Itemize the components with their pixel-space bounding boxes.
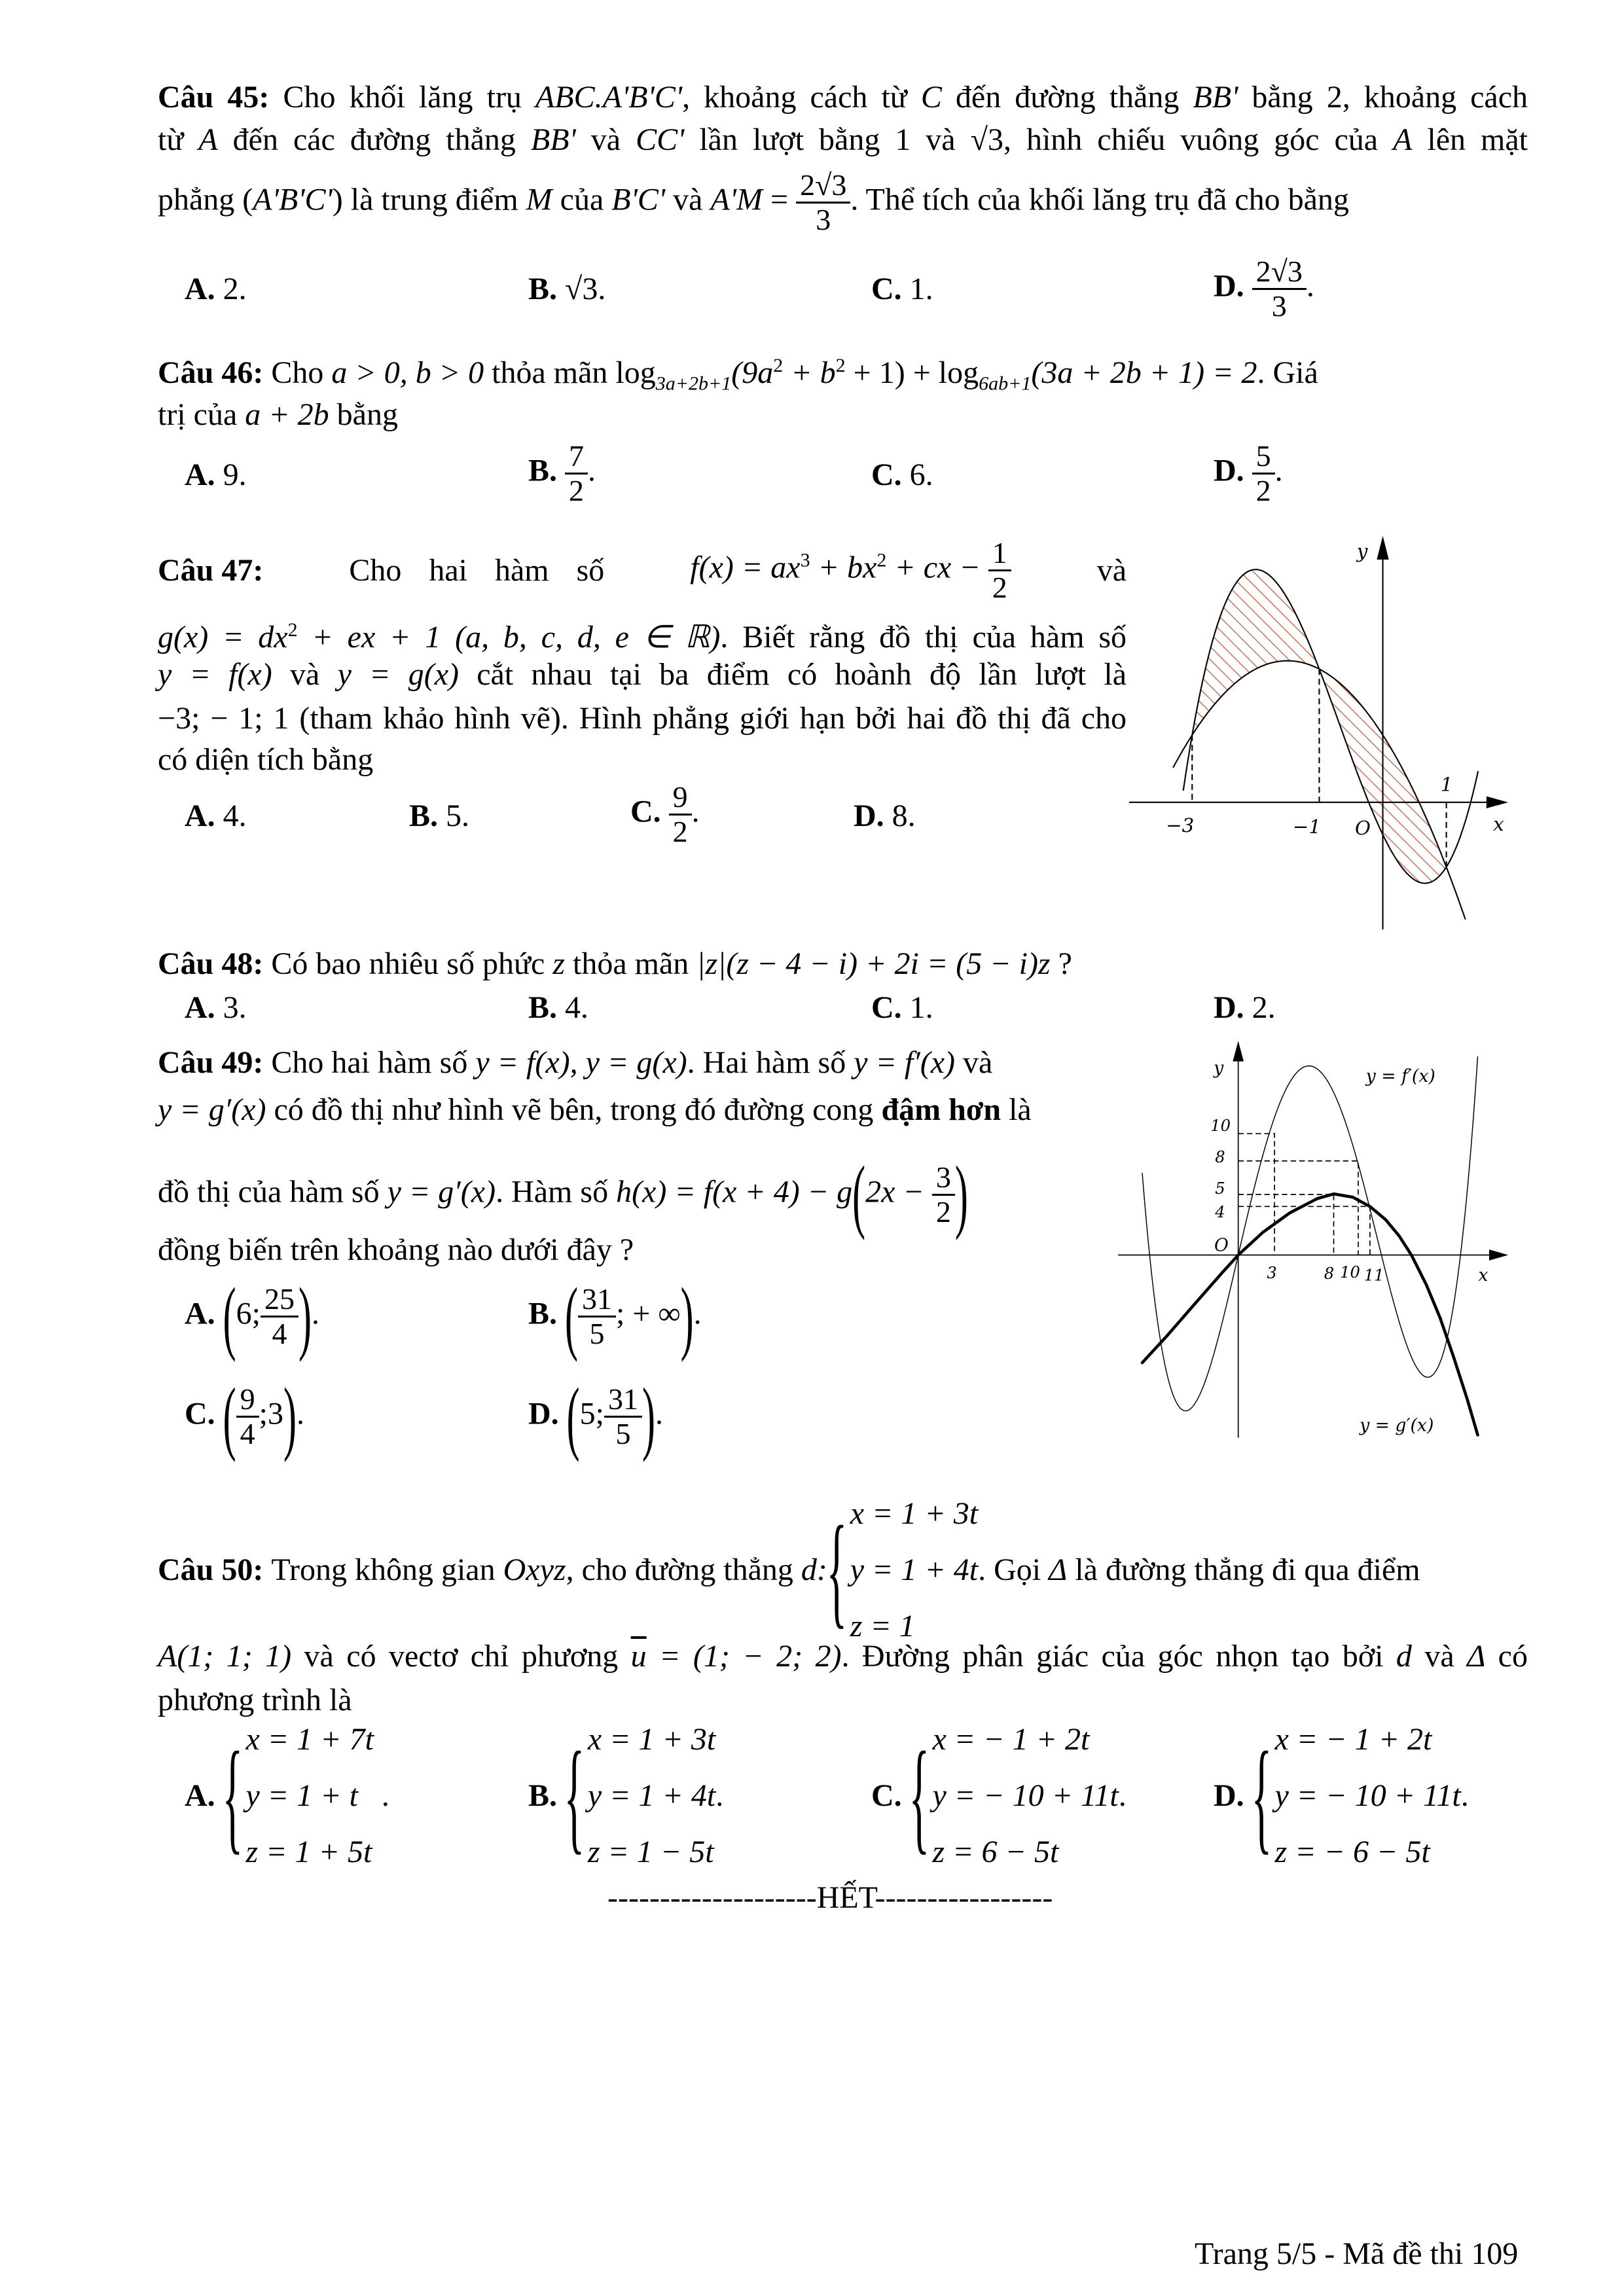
q50-option-d[interactable]: D. { x = − 1 + 2t y = − 10 + 11t z = − 6 − 5t . xyxy=(1214,1712,1469,1880)
math: Δ xyxy=(1049,1552,1068,1587)
option-letter: B. xyxy=(528,272,558,306)
line-d-system: { x = 1 + 3t y = 1 + 4t z = 1 xyxy=(827,1486,978,1655)
q45-label: Câu 45: xyxy=(158,80,270,115)
text: là xyxy=(1001,1092,1032,1127)
text: lần lượt bằng 1 và xyxy=(684,122,971,157)
numerator: 7 xyxy=(565,440,588,475)
math: A'B'C' xyxy=(253,182,333,217)
text: của xyxy=(552,182,612,217)
q50-line1 xyxy=(158,1486,1528,1655)
equation: y = 1 + 4t xyxy=(587,1778,716,1813)
q47-graph xyxy=(1113,524,1538,929)
text: lên mặt xyxy=(1412,122,1528,157)
text: Cho khối lăng trụ xyxy=(283,80,535,115)
text: Cho hai hàm số xyxy=(271,1045,476,1080)
option-letter: B. xyxy=(528,453,558,488)
fraction xyxy=(988,537,1011,604)
text: Cho xyxy=(271,355,332,390)
q48-label: Câu 48: xyxy=(158,946,264,981)
curve-g-prime xyxy=(1142,1194,1478,1435)
curve-f-prime xyxy=(1142,1056,1478,1411)
math: ; + ∞ xyxy=(616,1296,681,1331)
denominator: 3 xyxy=(816,203,831,236)
q47-line3 xyxy=(158,655,1127,694)
q45-option-b[interactable] xyxy=(528,270,605,309)
math: z xyxy=(552,946,565,981)
text: có xyxy=(1485,1639,1528,1674)
q45-line3 xyxy=(158,169,1349,236)
math: y = g′(x) xyxy=(387,1174,496,1210)
q46-line1 xyxy=(158,346,1528,395)
option-value: 2. xyxy=(1252,990,1276,1025)
equation: z = 1 + 5t xyxy=(245,1835,372,1869)
math: ABC.A'B'C' xyxy=(535,80,683,115)
math: y = f(x), y = g(x) xyxy=(475,1045,687,1080)
x-axis-label: x xyxy=(1493,812,1504,835)
q47-option-a[interactable] xyxy=(185,797,247,836)
math: 2 xyxy=(287,619,298,641)
math: M xyxy=(526,182,552,217)
text: ) là trung điểm xyxy=(332,182,526,217)
option-value: 6. xyxy=(909,457,933,492)
text: . xyxy=(715,1778,724,1813)
text: ? xyxy=(1050,946,1072,981)
option-letter: A. xyxy=(185,798,215,833)
math: 6; xyxy=(236,1296,261,1331)
text: . xyxy=(691,794,700,829)
q49-line4: đồng biến trên khoảng nào dưới đây ? xyxy=(158,1232,634,1267)
math: A'M xyxy=(710,182,763,217)
math: (9a xyxy=(731,355,774,390)
option-letter: B. xyxy=(528,990,558,1025)
option-letter: D. xyxy=(854,798,884,833)
q47-option-b[interactable] xyxy=(409,797,469,836)
option-value: √3. xyxy=(565,272,606,306)
math: √3 xyxy=(970,122,1003,157)
text: . Biết rằng đồ thị của hàm số xyxy=(720,620,1127,655)
numerator: 3 xyxy=(932,1161,955,1196)
q45-option-a[interactable] xyxy=(185,270,247,309)
q47-option-c[interactable] xyxy=(630,781,700,848)
option-letter: B. xyxy=(528,1296,558,1331)
math: y = f′(x) xyxy=(854,1045,956,1080)
q49-label: Câu 49: xyxy=(158,1045,264,1080)
tick-label: 5 xyxy=(1215,1179,1225,1198)
option-letter: B. xyxy=(528,1778,558,1813)
q45-line1 xyxy=(158,78,1528,117)
option-value: 3. xyxy=(223,990,247,1025)
q49-option-d[interactable]: D. (5; $\frac{31}{5}$ ). xyxy=(528,1371,663,1462)
denominator: 2 xyxy=(935,1195,951,1229)
math: A xyxy=(198,122,218,157)
q46-option-b[interactable] xyxy=(528,440,596,507)
denominator: 4 xyxy=(272,1317,287,1350)
q49-line2 xyxy=(158,1090,1032,1130)
q46-line2 xyxy=(158,395,398,435)
text: thỏa mãn xyxy=(484,355,616,390)
math: 3a+2b+1 xyxy=(655,372,732,395)
q46-option-c[interactable] xyxy=(871,456,933,495)
option-letter: C. xyxy=(871,990,902,1025)
math: y = g(x) xyxy=(337,657,459,692)
math: Δ xyxy=(1467,1639,1486,1674)
numerator: 31 xyxy=(604,1383,642,1418)
equation: x = 1 + 7t xyxy=(245,1722,374,1757)
q48-option-d[interactable] xyxy=(1214,988,1276,1028)
q50-option-b[interactable]: B. { x = 1 + 3t y = 1 + 4t z = 1 − 5t . xyxy=(528,1712,723,1880)
math: Oxyz xyxy=(503,1552,566,1587)
text: có đồ thị như hình vẽ bên, trong đó đường cong xyxy=(266,1092,882,1127)
denominator: 2 xyxy=(992,571,1007,604)
denominator: 2 xyxy=(672,815,688,848)
option-letter: C. xyxy=(871,1778,902,1813)
math: + b xyxy=(783,355,836,390)
q46-option-a[interactable] xyxy=(185,456,247,495)
math: 5; xyxy=(579,1396,604,1431)
text: và xyxy=(1411,1639,1468,1674)
math: (a, b, c, d, e ∈ ℝ) xyxy=(441,620,721,655)
y-axis-arrow-icon xyxy=(1233,1041,1244,1061)
option-letter: A. xyxy=(185,990,215,1025)
equation: x = − 1 + 2t xyxy=(1274,1722,1432,1757)
tick-label: 1 xyxy=(1440,773,1453,796)
option-value: 2. xyxy=(223,272,247,306)
bold-text: đậm hơn xyxy=(881,1092,1001,1127)
text: . Gọi xyxy=(978,1552,1049,1587)
q47-line2 xyxy=(158,611,1127,655)
equation: y = − 10 + 11t xyxy=(932,1778,1119,1813)
origin-label: O xyxy=(1355,817,1371,839)
text: Có bao nhiêu số phức xyxy=(271,946,553,981)
math: f(x) = ax xyxy=(690,550,801,585)
math: (3a + 2b + 1) = 2 xyxy=(1031,355,1257,390)
page-footer: Trang 5/5 - Mã đề thi 109 xyxy=(1195,2236,1519,2271)
tick-label: 3 xyxy=(1267,1263,1277,1282)
numerator: 25 xyxy=(261,1283,298,1318)
text: . xyxy=(1460,1778,1469,1813)
q47-line4: −3; − 1; 1 (tham khảo hình vẽ). Hình phẳng giới hạn bởi hai đồ thị đã cho xyxy=(158,701,1127,736)
math: + ex + 1 xyxy=(297,620,441,655)
g-prime-label: y = g′(x) xyxy=(1360,1415,1434,1436)
text: . Giá xyxy=(1257,355,1318,390)
text: đồ thị của hàm số xyxy=(158,1174,388,1210)
math: 2x − xyxy=(865,1174,932,1210)
q48-line1 xyxy=(158,944,1072,984)
text: , khoảng cách từ xyxy=(682,80,921,115)
text: . xyxy=(373,1778,389,1813)
numerator: 9 xyxy=(669,781,692,816)
tick-label: −1 xyxy=(1293,815,1321,838)
numerator: 2√3 xyxy=(796,169,850,204)
option-letter: D. xyxy=(1214,453,1244,488)
denominator: 2 xyxy=(569,474,585,507)
q46-label: Câu 46: xyxy=(158,355,264,390)
equation: z = 1 − 5t xyxy=(587,1835,714,1869)
math: h(x) = f(x + 4) − g xyxy=(616,1174,853,1210)
text: và xyxy=(575,122,636,157)
option-value: 8. xyxy=(892,798,916,833)
text: . Hai hàm số xyxy=(687,1045,854,1080)
math: CC' xyxy=(636,122,685,157)
math: C xyxy=(920,80,942,115)
math: 2 xyxy=(876,549,887,571)
option-letter: C. xyxy=(630,794,661,829)
x-axis-arrow-icon xyxy=(1487,797,1508,808)
text: . Đường phân giác của góc nhọn tạo bởi xyxy=(841,1639,1396,1674)
text: Cho hai hàm số xyxy=(349,552,605,588)
math: log xyxy=(615,355,656,390)
text: , hình chiếu vuông góc của xyxy=(1003,122,1394,157)
q47-line1 xyxy=(158,537,1127,604)
option-value: 1. xyxy=(909,272,933,306)
math: a > 0, b > 0 xyxy=(331,355,484,390)
q48-option-b[interactable] xyxy=(528,988,588,1028)
text: . xyxy=(1274,453,1283,488)
q50-line2 xyxy=(158,1637,1528,1676)
text: thỏa mãn xyxy=(565,946,697,981)
option-letter: A. xyxy=(185,1778,215,1813)
math: y = g′(x) xyxy=(158,1092,266,1127)
x-axis-label: x xyxy=(1478,1265,1489,1286)
math: = xyxy=(763,182,797,217)
text: đến các đường thẳng xyxy=(217,122,531,157)
fraction xyxy=(669,781,692,848)
math: BB' xyxy=(530,122,576,157)
q45-option-c[interactable] xyxy=(871,270,933,309)
option-letter: D. xyxy=(1214,268,1244,304)
text: và có vectơ chỉ phương xyxy=(291,1639,631,1674)
text: . xyxy=(311,1296,319,1331)
x-tick-labels xyxy=(1267,1263,1384,1284)
fraction xyxy=(604,1383,642,1450)
equation: z = 6 − 5t xyxy=(932,1835,1059,1869)
q47-label: Câu 47: xyxy=(158,552,264,588)
math: BB' xyxy=(1193,80,1238,115)
text: , cho đường thẳng xyxy=(566,1552,801,1587)
option-value: 5. xyxy=(446,798,470,833)
q48-option-c[interactable] xyxy=(871,988,933,1028)
math: 3 xyxy=(800,549,810,571)
text: . xyxy=(693,1296,702,1331)
y-tick-labels xyxy=(1210,1117,1231,1221)
text: Trong không gian xyxy=(271,1552,503,1587)
math: B'C' xyxy=(611,182,666,217)
math: g(x) = dx xyxy=(158,620,288,655)
tick-label: −3 xyxy=(1166,814,1195,836)
option-letter: C. xyxy=(871,272,902,306)
fraction xyxy=(236,1383,259,1450)
numerator: 5 xyxy=(1252,440,1275,475)
fraction xyxy=(565,440,588,507)
y-axis-label: y xyxy=(1214,1058,1224,1079)
text: . xyxy=(655,1396,663,1431)
option-letter: D. xyxy=(1214,1778,1244,1813)
text: là đường thẳng đi qua điểm xyxy=(1067,1552,1420,1587)
fraction xyxy=(261,1283,298,1350)
f-prime-label: y = f′(x) xyxy=(1365,1066,1435,1086)
fraction xyxy=(1252,255,1307,323)
math: y = f(x) xyxy=(158,657,272,692)
option-letter: A. xyxy=(185,272,215,306)
text: . xyxy=(588,453,596,488)
equation: y = 1 + 4t xyxy=(850,1552,979,1587)
math: d xyxy=(1396,1639,1412,1674)
x-axis-arrow-icon xyxy=(1489,1249,1508,1261)
option-value: 9. xyxy=(223,457,247,492)
math: A(1; 1; 1) xyxy=(158,1639,292,1674)
numerator: 9 xyxy=(236,1383,259,1418)
q49-option-b[interactable]: B. ( $\frac{31}{5}$ ; + ∞). xyxy=(528,1271,702,1362)
q49-option-a[interactable]: A. (6; $\frac{25}{4}$ ). xyxy=(185,1271,319,1362)
tick-label: 10 xyxy=(1210,1116,1231,1135)
text: và xyxy=(955,1045,993,1080)
math: + 1) + log xyxy=(845,355,979,390)
fraction xyxy=(796,169,850,236)
option-letter: A. xyxy=(185,1296,215,1331)
math: = (1; − 2; 2) xyxy=(646,1639,842,1674)
fraction xyxy=(932,1161,955,1229)
text: và xyxy=(665,182,711,217)
option-letter: C. xyxy=(871,457,902,492)
y-axis-label: y xyxy=(1356,540,1368,563)
math: + cx − xyxy=(886,550,988,585)
q49-graph xyxy=(1113,1034,1538,1453)
tick-label: 4 xyxy=(1215,1203,1225,1221)
q49-line3: đồ thị của hàm số y = g′(x). Hàm số h(x) = f(x + 4) − g(2x − $\frac{3}{2}$ ) xyxy=(158,1149,968,1240)
q47-option-d[interactable] xyxy=(854,797,916,836)
tick-label: 8 xyxy=(1215,1147,1225,1166)
option-value: 4. xyxy=(565,990,589,1025)
equation: x = 1 + 3t xyxy=(587,1722,716,1757)
denominator: 5 xyxy=(589,1317,605,1350)
math: ;3 xyxy=(259,1396,283,1431)
text: . xyxy=(1118,1778,1127,1813)
option-letter: A. xyxy=(185,457,215,492)
equation: y = 1 + t xyxy=(245,1778,358,1813)
numerator: 31 xyxy=(578,1283,616,1318)
equation: x = − 1 + 2t xyxy=(932,1722,1090,1757)
math: + bx xyxy=(810,550,877,585)
q50-label: Câu 50: xyxy=(158,1552,264,1587)
text: trị của xyxy=(158,397,245,432)
origin-label: O xyxy=(1214,1235,1229,1256)
q50-option-c[interactable]: C. { x = − 1 + 2t y = − 10 + 11t z = 6 − 5t . xyxy=(871,1712,1127,1880)
option-letter: B. xyxy=(409,798,439,833)
text: và xyxy=(272,657,338,692)
text: bằng 2, khoảng cách xyxy=(1238,80,1528,115)
q50-line3: phương trình là xyxy=(158,1683,352,1717)
option-letter: C. xyxy=(185,1396,215,1431)
option-letter: D. xyxy=(528,1396,559,1431)
q47-line5: có diện tích bằng xyxy=(158,742,374,777)
denominator: 4 xyxy=(240,1417,255,1450)
tick-label: 11 xyxy=(1363,1266,1384,1285)
text: phẳng ( xyxy=(158,182,253,217)
numerator: 1 xyxy=(988,537,1011,571)
equation: x = 1 + 3t xyxy=(850,1496,979,1531)
q45-option-d[interactable] xyxy=(1214,255,1314,323)
text: . Hàm số xyxy=(496,1174,617,1210)
equation: y = − 10 + 11t xyxy=(1274,1778,1461,1813)
fraction xyxy=(1252,440,1275,507)
numerator: 2√3 xyxy=(1252,255,1307,290)
option-value: 4. xyxy=(223,798,247,833)
equation: z = 1 xyxy=(850,1609,915,1643)
text: . Thể tích của khối lăng trụ đã cho bằng xyxy=(850,182,1349,217)
fraction xyxy=(578,1283,616,1350)
text: . xyxy=(296,1396,304,1431)
tick-label: 10 xyxy=(1340,1263,1360,1282)
text: đến đường thẳng xyxy=(941,80,1193,115)
text: từ xyxy=(158,122,199,157)
end-mark: --------------------HẾT----------------- xyxy=(607,1880,1053,1915)
equation: z = − 6 − 5t xyxy=(1274,1835,1430,1869)
math: 6ab+1 xyxy=(979,372,1032,395)
option-value: 1. xyxy=(909,990,933,1025)
vector-u: $\overline{u}$ xyxy=(630,1639,647,1674)
math: 2 xyxy=(773,355,784,376)
q50-option-a[interactable]: A. { x = 1 + 7t y = 1 + t z = 1 + 5t . xyxy=(185,1712,389,1880)
denominator: 2 xyxy=(1255,474,1271,507)
math: |z|(z − 4 − i) + 2i = (5 − i)z xyxy=(696,946,1051,981)
q49-option-c[interactable]: C. ( $\frac{9}{4}$ ;3). xyxy=(185,1371,304,1462)
math: A xyxy=(1393,122,1413,157)
math: d: xyxy=(801,1552,827,1587)
text: bằng xyxy=(329,397,398,432)
math: 2 xyxy=(835,355,846,376)
denominator: 3 xyxy=(1271,289,1287,323)
text: cắt nhau tại ba điểm có hoành độ lần lượt là xyxy=(459,657,1127,692)
denominator: 5 xyxy=(615,1417,631,1450)
q46-option-d[interactable] xyxy=(1214,440,1283,507)
text: . xyxy=(1306,268,1314,304)
option-letter: D. xyxy=(1214,990,1244,1025)
tick-label: 8 xyxy=(1324,1265,1335,1283)
math: a + 2b xyxy=(245,397,329,432)
q48-option-a[interactable] xyxy=(185,988,247,1028)
text: và xyxy=(1096,552,1127,588)
q49-line1 xyxy=(158,1043,992,1083)
y-axis-arrow-icon xyxy=(1377,536,1388,560)
q45-line2 xyxy=(158,120,1528,160)
